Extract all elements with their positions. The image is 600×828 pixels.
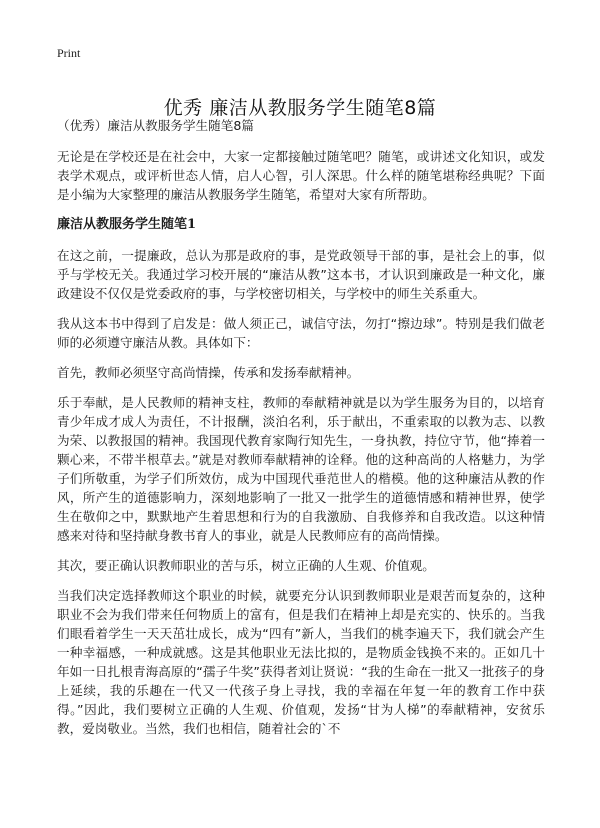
body-paragraph: 在这之前，一提廉政，总认为那是政府的事，是党政领导干部的事，是社会上的事，似乎与学校无关。我通过学习校开展的“廉洁从教”这本书，才认识到廉政是一种文化，廉政建设不仅仅是党委政府的事，与学校密切相关，与学校中的师生关系重大。 — [57, 248, 545, 301]
print-label[interactable]: Print — [57, 46, 81, 60]
section-heading: 廉洁从教服务学生随笔1 — [57, 217, 197, 232]
intro-paragraph: 无论是在学校还是在社会中，大家一定都接触过随笔吧？随笔，或讲述文化知识，或发表学术观点，或评析世态人情，启人心智，引人深思。什么样的随笔堪称经典呢？下面是小编为大家整理的廉洁从教服务学生随笔，希望对大家有所帮助。 — [57, 149, 545, 202]
body-paragraph: 乐于奉献，是人民教师的精神支柱，教师的奉献精神就是以为学生服务为目的，以培育青少年成才成人为责任，不计报酬，淡泊名利，乐于献出，不重索取的以教为志、以教为荣、以教报国的精神。我国现代教育家陶行知先生，一身执教，持位守节，他“捧着一颗心来，不带半根草去。”就是对教师奉献精神的诠释。他的这种高尚的人格魅力，为学子们所敬重，为学子们所效仿，成为中国现代垂范世人的楷模。他的这种廉洁从教的作风，所产生的道德影响力，深刻地影响了一批又一批学生的道德情感和精神世界，使学生在敬仰之中，默默地产生着思想和行为的自我激励、自我修养和自我改造。以这种情感来对待和坚持献身教书育人的事业，就是人民教师应有的高尚情操。 — [57, 395, 545, 543]
body-paragraph: 当我们决定选择教师这个职业的时候，就要充分认识到教师职业是艰苦而复杂的，这种职业不会为我们带来任何物质上的富有，但是我们在精神上却是充实的、快乐的。当我们眼看着学生一天天茁壮成长，成为“四有”新人，当我们的桃李遍天下，我们就会产生一种幸福感，一种成就感。这是其他职业无法比拟的，是物质金钱换不来的。正如几十年如一日扎根青海高原的“孺子牛奖”获得者刘让贤说：“我的生命在一批又一批孩子的身上延续，我的乐趣在一代又一代孩子身上寻找，我的幸福在年复一年的教育工作中获得。”因此，我们要树立正确的人生观、价值观，发扬“甘为人梯”的奉献精神，安贫乐教，爱岗敬业。当然，我们也相信，随着社会的`不 — [57, 588, 545, 736]
document-subtitle: （优秀）廉洁从教服务学生随笔8篇 — [57, 118, 254, 133]
page-title: 优秀 廉洁从教服务学生随笔8篇 — [163, 96, 437, 119]
document-body — [57, 116, 545, 749]
body-paragraph: 首先，教师必须坚守高尚情操，传承和发扬奉献精神。 — [57, 365, 360, 380]
body-paragraph: 其次，要正确认识教师职业的苦与乐，树立正确的人生观、价值观。 — [57, 558, 435, 573]
body-paragraph: 我从这本书中得到了启发是：做人须正己，诚信守法，勿打“擦边球”。特别是我们做老师的必须遵守廉洁从教。具体如下： — [57, 316, 545, 350]
